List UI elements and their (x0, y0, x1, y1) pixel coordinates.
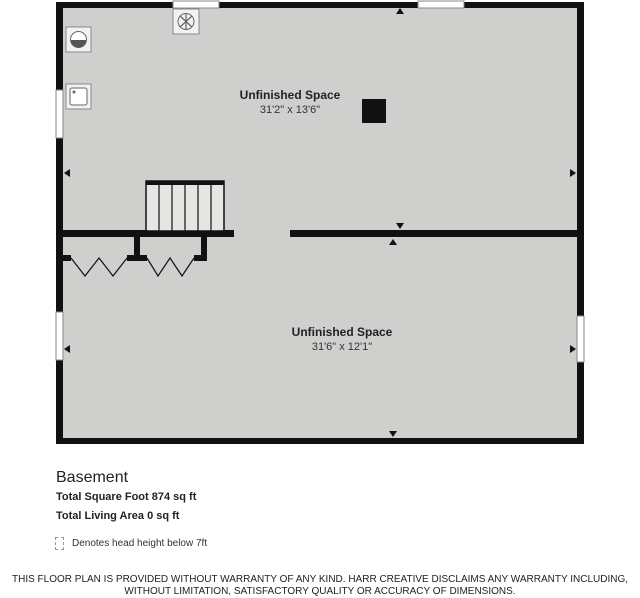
legend-text: Denotes head height below 7ft (72, 538, 208, 549)
room-dimensions-lower: 31'6" x 12'1" (311, 341, 373, 353)
furnace-fan (173, 9, 199, 34)
disclaimer (0, 574, 640, 598)
floor-area (58, 4, 582, 441)
disclaimer-line-1: THIS FLOOR PLAN IS PROVIDED WITHOUT WARRANTY OF ANY KIND. HARR CREATIVE DISCLAIMS ANY WARRANTY INCLUDING, (11, 574, 629, 585)
utility-sink (66, 84, 91, 109)
window-left-upper (56, 90, 63, 138)
water-heater (66, 27, 91, 52)
disclaimer-line-2: WITHOUT LIMITATION, SATISFACTORY QUALITY OR ACCURACY OF DIMENSIONS. (124, 586, 516, 597)
legend (55, 537, 207, 550)
total-square-foot: Total Square Foot 874 sq ft (56, 491, 197, 503)
total-living-area: Total Living Area 0 sq ft (56, 510, 180, 522)
window-left-lower (56, 312, 63, 360)
window-top-right (418, 1, 464, 8)
room-dimensions-upper: 31'2" x 13'6" (259, 104, 321, 116)
floor-name: Basement (56, 469, 129, 486)
window-top-left (173, 1, 219, 8)
room-name-lower: Unfinished Space (291, 325, 393, 339)
window-right-lower (577, 316, 584, 362)
room-name-upper: Unfinished Space (239, 88, 341, 102)
staircase (146, 181, 224, 231)
chimney-block (362, 99, 386, 123)
low-headroom-legend-swatch (55, 537, 64, 550)
